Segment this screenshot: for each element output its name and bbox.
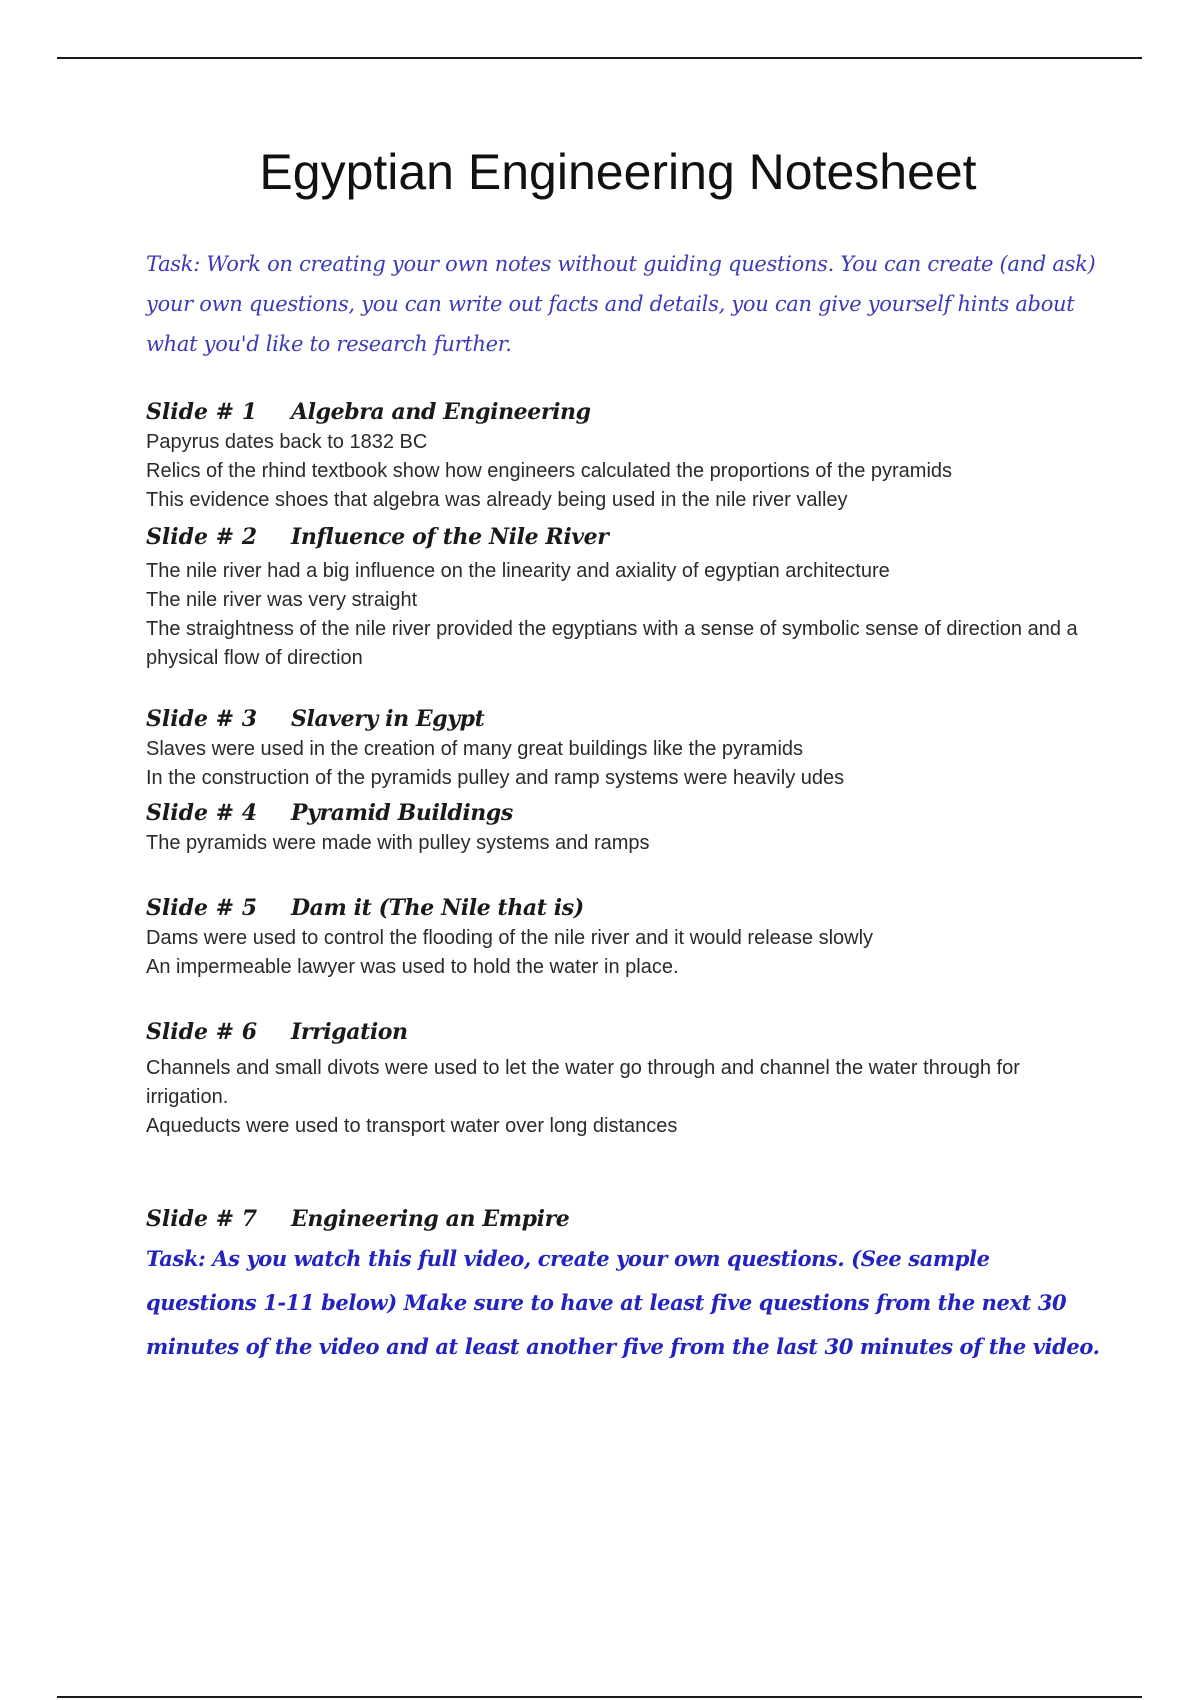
note-line: Relics of the rhind textbook show how engineers calculated the proportions of the pyramids xyxy=(146,460,953,482)
note-line: An impermeable lawyer was used to hold the water in place. xyxy=(146,956,679,978)
slide-title: Slavery in Egypt xyxy=(291,706,485,732)
slide-notes xyxy=(146,924,1106,982)
slide-title: Engineering an Empire xyxy=(291,1206,570,1232)
slide-title: Algebra and Engineering xyxy=(291,399,591,425)
slide-notes xyxy=(146,735,1106,793)
slide-number: Slide # 2 xyxy=(146,524,258,550)
slide-title: Irrigation xyxy=(291,1019,408,1045)
slide-notes xyxy=(146,557,1106,673)
note-line: Channels and small divots were used to let the water go through and channel the water through for irrigation. xyxy=(146,1057,1020,1108)
video-task-instructions: Task: As you watch this full video, create your own questions. (See sample questions 1-11 below) Make sure to have at least five questions from the next 30 minutes of the video and at least another five from the last 30 minutes of the video. xyxy=(146,1246,1100,1359)
slide-number: Slide # 7 xyxy=(146,1206,258,1232)
top-rule xyxy=(57,57,1142,59)
bottom-rule xyxy=(57,1696,1142,1698)
slide-notes xyxy=(146,829,1106,858)
slide-number: Slide # 6 xyxy=(146,1019,258,1045)
slide-title: Influence of the Nile River xyxy=(291,524,609,550)
note-line: The straightness of the nile river provided the egyptians with a sense of symbolic sense of direction and a physical flow of direction xyxy=(146,618,1078,669)
slide-heading xyxy=(146,892,1106,924)
slide-heading xyxy=(146,521,1106,553)
page-title: Egyptian Engineering Notesheet xyxy=(259,144,977,200)
slide-number: Slide # 1 xyxy=(146,399,258,425)
note-line: The pyramids were made with pulley systems and ramps xyxy=(146,832,650,854)
task-instructions: Task: Work on creating your own notes without guiding questions. You can create (and ask) your own questions, you can write out facts and details, you can give yourself hints about what you'd like to research further. xyxy=(146,252,1096,356)
slide-title: Dam it (The Nile that is) xyxy=(291,895,584,921)
notes-content xyxy=(146,244,1106,1369)
note-line: Slaves were used in the creation of many great buildings like the pyramids xyxy=(146,738,804,760)
slide-title: Pyramid Buildings xyxy=(291,800,513,826)
note-line: The nile river was very straight xyxy=(146,589,418,611)
slide-number: Slide # 4 xyxy=(146,800,258,826)
note-line: The nile river had a big influence on the linearity and axiality of egyptian architecture xyxy=(146,560,890,582)
slide-heading xyxy=(146,703,1106,735)
slide-heading xyxy=(146,1203,1106,1235)
slide-number: Slide # 3 xyxy=(146,706,258,732)
note-line: In the construction of the pyramids pulley and ramp systems were heavily udes xyxy=(146,767,845,789)
note-line: Aqueducts were used to transport water over long distances xyxy=(146,1115,678,1137)
slide-number: Slide # 5 xyxy=(146,895,258,921)
slide-notes xyxy=(146,1054,1106,1141)
slide-notes xyxy=(146,428,1106,515)
note-line: This evidence shoes that algebra was already being used in the nile river valley xyxy=(146,489,848,511)
slide-heading xyxy=(146,1016,1106,1048)
slide-heading xyxy=(146,396,1106,428)
note-line: Dams were used to control the flooding of the nile river and it would release slowly xyxy=(146,927,874,949)
slide-heading xyxy=(146,797,1106,829)
note-line: Papyrus dates back to 1832 BC xyxy=(146,431,428,453)
